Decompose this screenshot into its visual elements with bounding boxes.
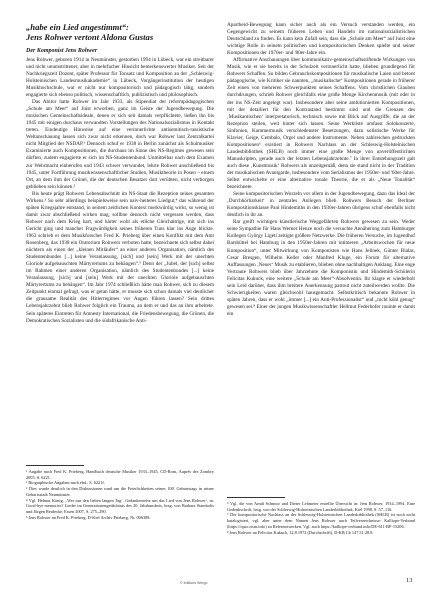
footnote: ² Biographische Angaben nach ebd., S. 6221f. (26, 480, 105, 486)
footnote: ⁸ Jens Rohwer an Felicitas Kukuck, 12.8.1972 (Durchschrift), D-KB Cb 147.51:28.8. (227, 529, 374, 535)
body-paragraph: Affirmative Anschauungen über kommunikativ-gemeinschaftsstiftende Wirkungen von Musik, wie er sie bereits in der Schulzeit verinnerlicht hatte, blieben grundlegend für Rohwers Schaffen. So bilden Gebrauchskompositionen für musikalische Laien und betont pädagogische, wie Kritiker sie nannten, „musikalische“ Kompositionen gerade in früherer Zeit einen von mehreren Schwerpunkten seines Schaffens. Vom christlichen Glauben durchdrungen, schrieb Rohwer gleichfalls eine große Menge Kirchenmusik (mit oder in der ins NS-Zeit angelegt war). Insbesondere aber seine ambitionierten Kompositionen, mit der detailiert für den Kontrastand bestimmt sind und die Grenzen des ‚Musikantischen‘ interpretatorisch, technisch sowie mit Blick auf Ausgriffe, die an der Rezeption steilen, weit hinter sich lassen. Seine Werkliste umfasst Solokonzerte, Sinfonien, Kammermusik verschiedenster Besetzungen, dazu solistische Werke für Klavier, Geige, Cembalo, Orgel und andere Instrumente. Neben zahlreichen gedruckten Kompositionen⁶ existiert in Rohwers Nachlass an der Schleswig-Holsteinischen Landesbibliothek (SHLB) noch immer eine große Menge von unveröffentlichten Manuskripten, gerade auch der letzten Lebensjahrzehnte.⁷ In ihrer Entstehungszeit galt auch diese ‚Kunstmusik‘ Rohwers als unzeitgemäß, denn sie stand nicht in der Tradition der musikalischen Avantgarde, insbesondere vom Serialismus der 1950er- und '60er-Jahre. Selbst entwickelte er eine alternative tonale Theorie, die er als „Neue Tonalität“ bezeichnete. (227, 57, 415, 191)
title-line-2: Jens Rohwer vertont Aldona Gustas (26, 32, 154, 43)
footnote-divider (26, 465, 84, 466)
page-number: 13 (406, 577, 413, 584)
body-paragraph: Bis heute prägt Rohwers Lebensabschnitt im NS-Staat die Rezeption seines gesamten Wirkens.³ So sehr allerdings beispielsweise sein naiv-heiteres Liedgut,⁴ das während der späten Kriegsjahre entstand, in seinem zeitlichen Kontext merkwürdig wirkt, so wenig ist damit zwar abschließend wirken mag, sollbne dennoch nicht vergessen werden, dass Rohwer nach dem Krieg hart, und härter wohl als etliche Gleichaltrige, mit sich ins Gericht ging und mancher Fragwürdigkeit seines früheren Tuns klar ins Auge blickte. 1963 schrieb er dem Musikforscher Fred K. Prieberg über einen Konflikt mit dem Amt Rosenberg, das 1938 ein Oratorium Rohwers verboten hatte, bezeichnete sich selbst dabei nüchtern als einen der „kleinen Mitläufer“ an einer anderen Organisation, nämlich des Studentenbundes [...] keine Veranlassung, [sich] und [sein] Werk mit der unechten Gloriole aufgebauschten Märtyrertums zu behängen“.⁵ Denn der „Jubel, der [sich] selbst im Rahmen einer anderen Organisation, nämlich des Studentenbundes [...] keine Veranlassung, [sich] und [sein] Werk mit der unechten Gloriole aufgebauschten Märtyrertums zu behängen“. Im Jahr 1974 schließlich hätte man Rohwer, sich zu diesem Zeitpunkt einmal gefragt, was er getan hätte, er musste sich schon damals viel deutlicher die grausame Realität des Hitlerregimes vor Augen führen lassen? Sein drittes Lebensjahrzehnt blieb Rohwer folglich ein Trauma, an dem er und das an ihm arbeitete. Sein späteres Eintreten für Amnesty International, die Friedensbewegung, die Grünen, die Demokratischen Sozialisten und die südafrikanische Anti- (26, 190, 214, 324)
body-paragraph: Apartheid-Bewegung kann sicher auch als ein Versuch verstanden werden, ein Gegengewicht zu seinem früheren Leben und Handeln im nationalsozialistischen Deutschland zu finden. Es kann kein Zufall sein, dass die „Schule am Meer“ auf Juist eine wichtige Rolle in seinem politischen und kompositorischen Denken spielte und seiner Kompositionen der 1970er- und '80er-Jahre ein. (227, 22, 415, 57)
footnote: ⁴ Vgl. Helmut König, „Wer nur den lieben langen Tag‘. Gedankenreise um das Lied von Jens Rohwer‘, in: Good-bye memories? Lieder im Generationengedächtnis des 20. Jahrhunderts, hrsg. von Barbara Stambolis und Jürgen Reulecke, Essen 2007, S. 275–290. (26, 497, 214, 514)
body-paragraph: Jens Rohwer, geboren 1914 in Neumünster, gestorben 1994 in Lübeck, war ein streitbarer und nicht unumstrittener, aber in mehrfacher Hinsicht bemerkenswerter Musiker. Seit der Nachkriegszeit Dozent, später Professor für Tonsatz und Komposition an der „Schleswig-Holsteinischen Landesmusikakademie“ in Lübeck, Vorgängerinstitution der heutigen Musikhochschule, war er nicht nur kompositorisch und pädagogisch tätig, sondern engagierte sich ebenso politisch, wissenschaftlich, publizistisch und philosophisch. (26, 56, 214, 99)
left-column (26, 22, 214, 325)
right-column (227, 22, 415, 318)
body-paragraph: Rar greift wichtigen künstlerische Weggefährten Rohwers gewesen zu sein. Weder seine Sympathie für Hans Werner Henze noch die versuchte Annäherung zum Hamburger Kollegen György Ligeti zeitigte größere Netzwerke. Die früheren Versuche, im Jugendhof Barsbüttel bei Hamburg in den 1950er-Jahren mit intimeren „Arbeitswochen für neue Komposition“, unter Mitwirkung von Komponisten wie Hans Jelinek, Günter Bialas, Cesar Bresgen, Wilhelm Keller oder Manfred Kluge, ein Forum für alternative Auffassungen ‚Neuer‘ Musik zu etablieren, blieben ohne nachhaltigen Anklang. Eine enge Vertraute Rohwers blieb über Jahrzehnte die Komponistin und Hindemith-Schülerin Felicitas Kukuck, eine weitere „Schule am Meer“-Absolventin. Ihr klagte er wiederholt sein Leid darüber, dass ihm breitere Anerkennung partout nicht zuteilwerden wollte. Die Schwierigkeiten waren gleichwohl hausgemacht. Selbstkritisch bekannte Rohwer in späten Jahren, dass er wohl „immer [...] ein Anti-Professionalist“ und „nicht kühl genug“ gewesen sei.⁸ Einer der jungen Musikwissenschaftler Hellmut Federhofer rauinte er damit ein (227, 219, 415, 317)
footnote: ⁵ Jens Rohwer an Fred K. Prieberg, D-Kiel Archiv Prieberg, Nr. 006388. (26, 514, 151, 520)
right-footnotes (227, 501, 415, 535)
title-line-1: „habe ein Lied angestimmt“: (26, 22, 129, 32)
footnote: ¹ Angabe nach Fred K. Prieberg, Handbuch deutsche Musiker 1933–1945, CD-Rom, Auprès des Zombry 2005, S. 6221. (26, 469, 214, 480)
article-title (26, 22, 214, 43)
left-footnotes (26, 469, 214, 520)
footnote: ⁶ Vgl. die von Arndt Schnoor und Dieter Lehmeier erstellte Übersicht in: Jens Rohwer, 1914–1994. Eine Gedenkschrift, hrsg. von der Schleswig-Holsteinischen Landesbibliothek, Kiel 1998, S. 57–116. (227, 501, 415, 512)
footnote: ⁷ Der kompositorische Nachlass an der Schleswig-Holsteinischen Landesbibliothek (SHLB) ist noch nicht katalogisiert, vgl. aber unter dem Namen Jens Rohwer auch Teilverzeichnisse: Kalliope-Verbund (https://opac.rism.info) zu Referenzwerken. Vgl. auch https://kalliope-verbund.info/DE-611-BF-15206. (227, 512, 415, 529)
section-subtitle: Der Komponist Jens Rohwer (26, 47, 98, 54)
body-paragraph: Seine kompositorischen Wurzeln vor allem in der Jugendbewegung, dazu das Ideal der ‚Durchhörbarkeit‘ in zentrales Anliegen blieb. Rohwers Besuch der Berliner Kompositionsklasse Paul Hindemiths in den 1930er-Jahren übrigens schuf ebenfalls nicht deutlich in ihr an. (227, 191, 415, 219)
copyright-notice: © éditions Wergo (180, 581, 208, 585)
body-paragraph: Das Abitur hatte Rohwer im Jahr 1933, als Stipendiat der reformpädagogischen „Schule am Meer“ auf Juist erworben, ganz im Geiste der Jugendbewegung. Die musischen Gemeinschaftsideale, denen er sich seit damals verpflichtete, ließen ihn bis 1945 mit einigen durchaus verwandten Vorstellungen des Nationalsozialismus in Kontakt treten. Eindeutige Hinweise auf eine verinnerlichte antisemitisch-rassistische Weltanschauung lassen sich zwar nicht erkennen, doch war Rohwer laut Zentralkartei nicht Mitglied der NSDAP.¹ Dennoch schuf er 1938 in Berlin zunächst als Schulmusiker Examinierte auch Kompositionen, die durchaus im Sinne des NS-Regimes gewesen sein dürften, zudem engagierte er sich im NS-Studentenbund. Unmittelbar nach dem Examen zur Wehrmacht einberufen und 1943 schwer verwundet, lehrte Rohwer anschließend bis 1945, unter Fortführung musikwissenschaftlicher Studien, Musiktheorie in Posen – einem Ort, an dem ihm der Grünel, die der deutschen Besatzer dort verübten, nicht verborgen geblieben sein können.² (26, 99, 214, 190)
footnote-divider (227, 497, 285, 498)
footnote: ³ Dies wurde deutlich in den Diskussionen rund um die Feierlichkeiten seines 100. Geburtstags in seiner Geburtsstadt Neumünster. (26, 486, 214, 497)
